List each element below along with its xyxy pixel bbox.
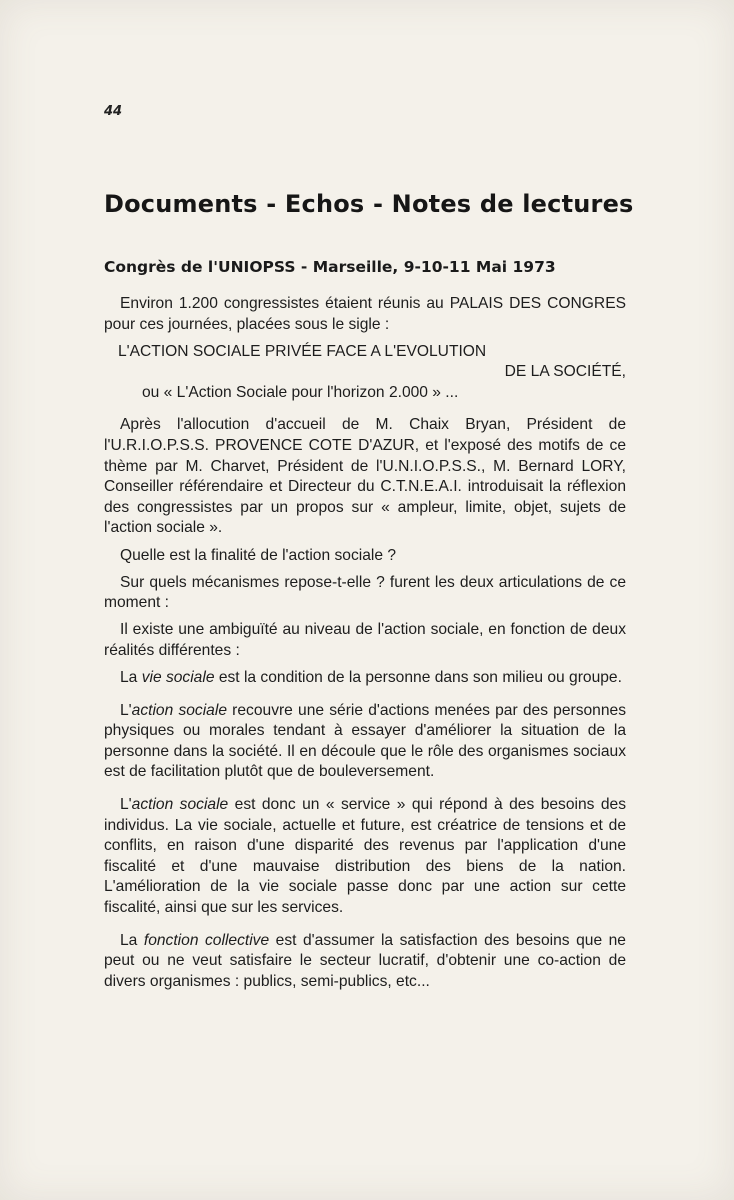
article-subtitle: Congrès de l'UNIOPSS - Marseille, 9-10-11 Mai 1973: [104, 258, 556, 276]
paragraph-opening-speech: Après l'allocution d'accueil de M. Chaix Bryan, Président de l'U.R.I.O.P.S.S. PROVENCE COTE D'AZUR, et l'exposé des motifs de ce thème par M. Charvet, Président de l'U.N.I.O.P.S.S., M. Bernard LORY, Conseiller référendaire et Directeur du C.T.N.E.A.I. introduisait la réflexion des congressistes par un propos sur « ampleur, limite, objet, sujets de l'action sociale ».: [104, 416, 626, 537]
paragraph-ambiguity: Il existe une ambiguïté au niveau de l'action sociale, en fonction de deux réalités différentes :: [104, 621, 626, 659]
paragraph-action-sociale: L'action sociale recouvre une série d'actions menées par des personnes physiques ou morales tendant à essayer d'améliorer la situation de la personne dans la société. Il en découle que le rôle des organismes sociaux est de facilitation plutôt que de bouleversement.: [104, 701, 627, 781]
page-number: 44: [104, 104, 123, 119]
section-title: Documents - Echos - Notes de lectures: [104, 190, 634, 218]
paragraph-service: L'action sociale est donc un « service » qui répond à des besoins des individus. La vie sociale, actuelle et future, est créatrice de tensions et de conflits, en raison d'une disparité des revenus par l'application d'une fiscalité et d'une mauvaise distribution des biens de la nation. L'amélioration de la vie sociale passe donc par une action sur cette fiscalité, ainsi que sur les services.: [104, 795, 627, 916]
slogan-alternative: ou « L'Action Sociale pour l'horizon 2.000 » ...: [142, 383, 459, 401]
slogan-line-2: DE LA SOCIÉTÉ,: [504, 363, 626, 381]
paragraph-fonction-collective: La fonction collective est d'assumer la satisfaction des besoins que ne peut ou ne veut satisfaire le secteur lucratif, d'obtenir une co-action de divers organismes : publics, semi-publics, etc...: [104, 931, 626, 990]
article-body: [104, 294, 626, 999]
paragraph-question-2: Sur quels mécanismes repose-t-elle ? furent les deux articulations de ce moment :: [104, 573, 626, 612]
paragraph-question-1: Quelle est la finalité de l'action sociale ?: [120, 546, 397, 564]
paragraph-vie-sociale: La vie sociale est la condition de la personne dans son milieu ou groupe.: [120, 669, 622, 686]
paragraph-intro: Environ 1.200 congressistes étaient réunis au PALAIS DES CONGRES pour ces journées, placées sous le sigle :: [104, 295, 626, 333]
slogan-line-1: L'ACTION SOCIALE PRIVÉE FACE A L'EVOLUTION: [118, 342, 487, 360]
